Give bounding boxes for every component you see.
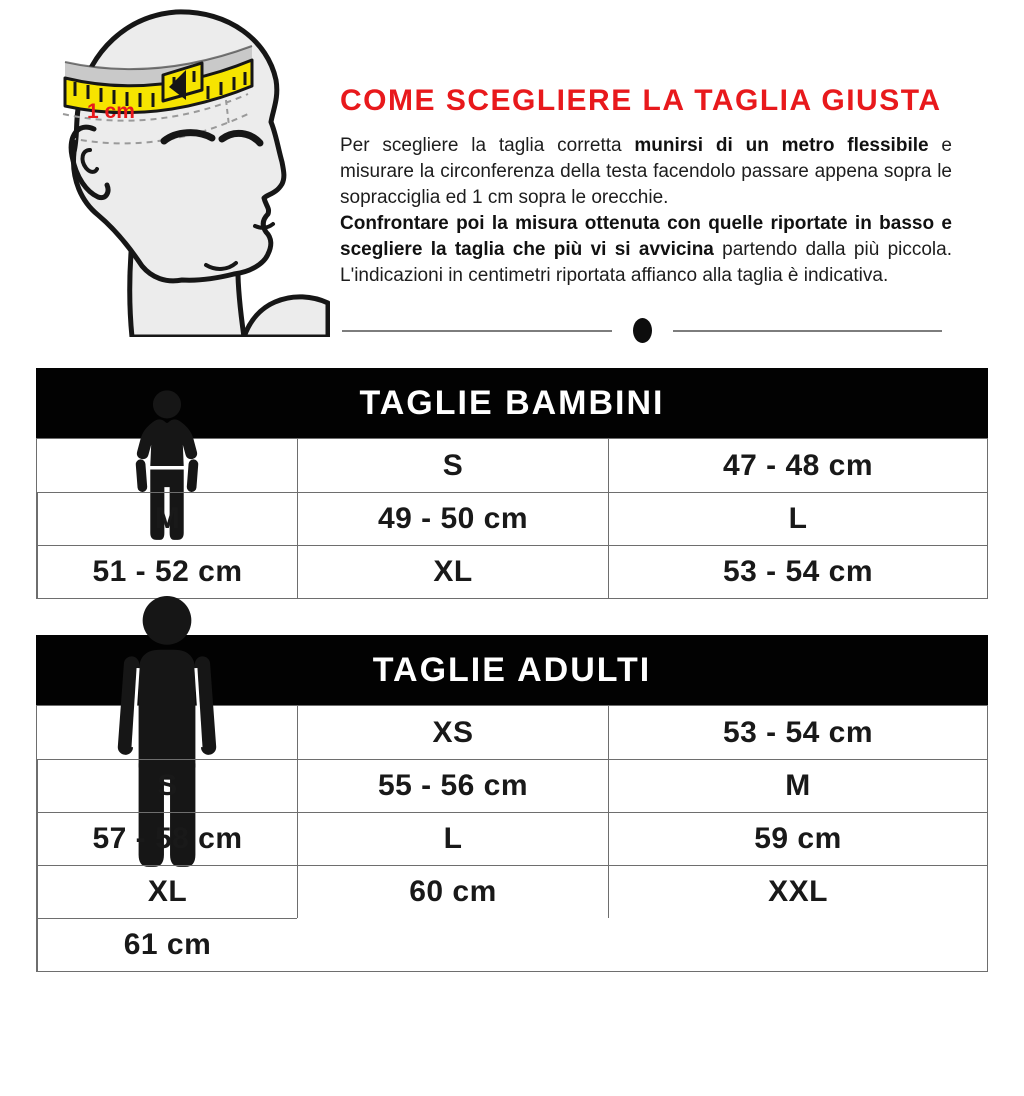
size-cell: M <box>608 759 987 812</box>
size-cell: XL <box>297 545 608 598</box>
measurement-cell: 53 - 54 cm <box>608 706 987 759</box>
size-cell: XXL <box>608 865 987 918</box>
kids-icon-cell <box>37 439 297 492</box>
size-cell: XS <box>297 706 608 759</box>
intro-text-regular-1: Per scegliere la taglia corretta <box>340 135 635 156</box>
measurement-cell: 53 - 54 cm <box>608 545 987 598</box>
adults-table-body <box>36 705 988 972</box>
kids-size-table <box>36 368 988 599</box>
kids-table-title: TAGLIE BAMBINI <box>359 383 665 422</box>
intro-text-regular-3: partendo dalla più piccola. L'indicazioni in centimetri riportata affianco alla taglia è indicativa. <box>340 239 952 286</box>
kids-table-body <box>36 438 988 599</box>
size-cell: S <box>37 759 297 812</box>
page-title: COME SCEGLIERE LA TAGLIA GIUSTA <box>340 84 942 117</box>
adults-table-title: TAGLIE ADULTI <box>372 650 652 689</box>
measurement-cell: 61 cm <box>37 918 297 971</box>
divider-dot <box>633 318 652 343</box>
measurement-cell: 49 - 50 cm <box>297 492 608 545</box>
measurement-cell: 59 cm <box>608 812 987 865</box>
measurement-cell: 51 - 52 cm <box>37 545 297 598</box>
intro-text-bold-2: Confrontare poi la misura ottenuta con quelle riportate in basso e scegliere la taglia che più vi si avvicina <box>340 213 952 260</box>
measurement-cell: 57 - 58 cm <box>37 812 297 865</box>
section-divider <box>342 317 942 344</box>
intro-paragraph <box>340 133 952 289</box>
size-cell: L <box>608 492 987 545</box>
intro-text-regular-2: e misurare la circonferenza della testa facendolo passare appena sopra le sopracciglia ed 1 cm sopra le orecchie. <box>340 135 952 208</box>
head-measurement-illustration <box>30 2 330 338</box>
intro-text-bold-1: munirsi di un metro flessibile <box>634 135 929 156</box>
top-section <box>0 0 1024 368</box>
divider-line-left <box>342 330 612 332</box>
one-cm-label: 1 cm <box>87 100 135 123</box>
size-cell: M <box>37 492 297 545</box>
head-with-measuring-tape-icon <box>30 2 330 337</box>
adults-size-table <box>36 635 988 972</box>
adults-icon-cell <box>37 706 297 759</box>
measurement-cell: 47 - 48 cm <box>608 439 987 492</box>
size-cell: XL <box>37 865 297 918</box>
divider-line-right <box>673 330 943 332</box>
size-cell: S <box>297 439 608 492</box>
size-cell: L <box>297 812 608 865</box>
measurement-cell: 60 cm <box>297 865 608 918</box>
intro-section <box>340 84 952 289</box>
measurement-cell: 55 - 56 cm <box>297 759 608 812</box>
